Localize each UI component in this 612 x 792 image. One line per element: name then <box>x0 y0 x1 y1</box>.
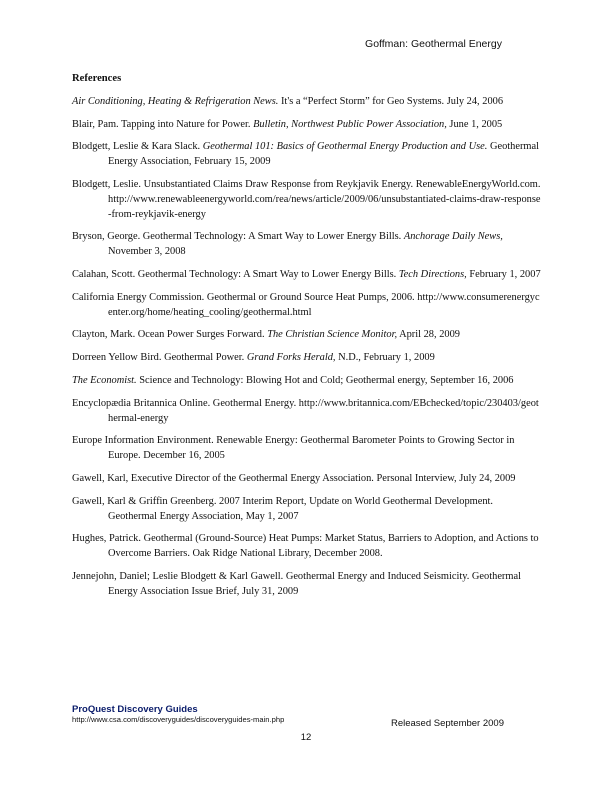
reference-entry <box>72 291 542 321</box>
reference-text: Gawell, Karl & Griffin Greenberg. 2007 Interim Report, Update on World Geothermal Development. Geothermal Energy Association, May 1, 2007 <box>72 495 494 522</box>
reference-entry <box>72 397 542 427</box>
footer-brand: ProQuest Discovery Guides <box>72 704 198 715</box>
reference-author: Blair, Pam. Tapping into Nature for Power. <box>72 118 254 130</box>
reference-entry <box>72 374 542 389</box>
reference-details: November 3, 2008 <box>108 246 186 258</box>
reference-entry <box>72 570 542 600</box>
reference-details: Geothermal Energy Association, February 15, 2009 <box>108 141 540 168</box>
references-section <box>72 72 542 608</box>
reference-text: Jennejohn, Daniel; Leslie Blodgett & Karl Gawell. Geothermal Energy and Induced Seismicity. Geothermal Energy Association Issue Brief, July 31, 2009 <box>72 570 521 597</box>
reference-entry <box>72 328 542 343</box>
reference-title: The Christian Science Monitor, <box>267 329 398 341</box>
reference-title: The Economist. <box>72 374 137 386</box>
reference-title: Geothermal 101: Basics of Geothermal Energy Production and Use. <box>202 141 488 153</box>
reference-entry <box>72 268 542 283</box>
reference-title: Bulletin, Northwest Public Power Association, <box>253 118 447 130</box>
reference-details: Science and Technology: Blowing Hot and Cold; Geothermal energy, September 16, 2006 <box>136 374 514 386</box>
reference-text: Gawell, Karl, Executive Director of the Geothermal Energy Association. Personal Interview, July 24, 2009 <box>72 472 516 484</box>
reference-author: California Energy Commission. Geothermal or Ground Source Heat Pumps, 2006. <box>72 291 418 303</box>
reference-author: Encyclopædia Britannica Online. Geothermal Energy. <box>72 397 299 409</box>
reference-entry <box>72 434 542 464</box>
reference-details: It's a “Perfect Storm” for Geo Systems. July 24, 2006 <box>278 95 504 107</box>
reference-entry <box>72 230 542 260</box>
reference-details: N.D., February 1, 2009 <box>335 352 435 364</box>
reference-url: http://www.consumerenergycenter.org/home/heating_cooling/geothermal.html <box>108 291 540 318</box>
reference-entry <box>72 472 542 487</box>
reference-entry <box>72 495 542 525</box>
reference-author: Bryson, George. Geothermal Technology: A Smart Way to Lower Energy Bills. <box>72 231 404 243</box>
reference-entry <box>72 178 542 222</box>
reference-details: April 28, 2009 <box>397 329 460 341</box>
reference-text: Europe Information Environment. Renewable Energy: Geothermal Barometer Points to Growing Sector in Europe. December 16, 2005 <box>72 435 515 462</box>
reference-title: Tech Directions, <box>398 268 467 280</box>
reference-entry <box>72 95 542 110</box>
reference-author: Calahan, Scott. Geothermal Technology: A Smart Way to Lower Energy Bills. <box>72 268 399 280</box>
reference-title: Air Conditioning, Heating & Refrigeration News. <box>72 95 279 107</box>
reference-author: Dorreen Yellow Bird. Geothermal Power. <box>72 352 247 364</box>
reference-title: Anchorage Daily News, <box>403 231 503 243</box>
references-heading: References <box>72 73 122 84</box>
reference-title: Grand Forks Herald, <box>246 352 336 364</box>
reference-entry <box>72 351 542 366</box>
reference-author: Blodgett, Leslie. Unsubstantiated Claims Draw Response from Reykjavik Energy. RenewableEnergyWorld.com. <box>72 178 541 190</box>
page-number: 12 <box>300 732 312 743</box>
reference-url: http://www.renewableenergyworld.com/rea/news/article/2009/06/unsubstantiated-claims-draw-response-from-reykjavik-energy <box>108 193 541 220</box>
release-date: Released September 2009 <box>390 718 504 729</box>
footer-url: http://www.csa.com/discoveryguides/discoveryguides-main.php <box>72 715 285 724</box>
page-footer <box>72 704 542 729</box>
reference-text: Hughes, Patrick. Geothermal (Ground-Source) Heat Pumps: Market Status, Barriers to Adoption, and Actions to Overcome Barriers. Oak Ridge National Library, December 2008. <box>72 533 539 560</box>
reference-details: June 1, 2005 <box>446 118 503 130</box>
running-header: Goffman: Geothermal Energy <box>365 38 502 50</box>
reference-author: Clayton, Mark. Ocean Power Surges Forward. <box>72 329 268 341</box>
reference-entry <box>72 118 542 133</box>
reference-entry <box>72 532 542 562</box>
reference-details: February 1, 2007 <box>466 268 541 280</box>
reference-author: Blodgett, Leslie & Kara Slack. <box>72 141 203 153</box>
reference-entry <box>72 140 542 170</box>
reference-url: http://www.britannica.com/EBchecked/topic/230403/geothermal-energy <box>108 397 539 424</box>
